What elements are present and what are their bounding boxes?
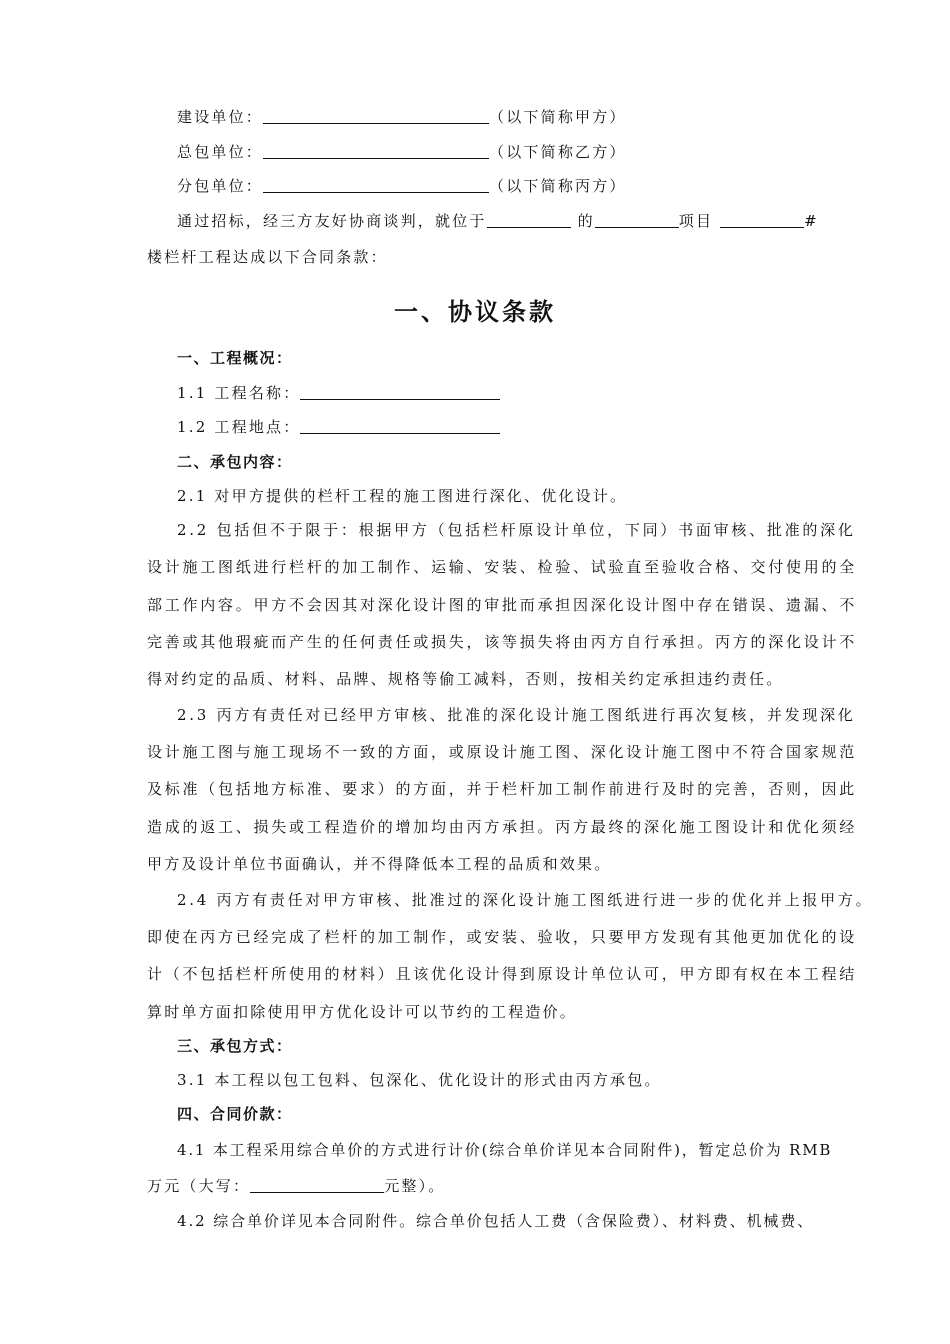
sub-label: 分包单位：	[177, 177, 264, 195]
p24-l1: 2.4 丙方有责任对甲方审核、批准过的深化设计施工图纸进行进一步的优化并上报甲方。	[177, 891, 874, 909]
project-name-blank	[300, 384, 500, 400]
project-site-label: 1.2 工程地点：	[177, 418, 301, 436]
p24-l2: 即使在丙方已经完成了栏杆的加工制作，或安装、验收，只要甲方发现有其他更加优化的设	[147, 928, 858, 946]
s4-heading: 四、合同价款：	[177, 1105, 293, 1123]
s1-heading: 一、工程概况：	[177, 349, 293, 367]
p41-l2	[147, 1176, 822, 1196]
building-blank	[720, 212, 804, 228]
project-site-blank	[300, 418, 500, 434]
p24-l3: 计（不包括栏杆所使用的材料）且该优化设计得到原设计单位认可，甲方即有权在本工程结	[147, 965, 858, 983]
owner-label: 建设单位：	[177, 108, 264, 126]
p23-l2: 设计施工图与施工现场不一致的方面，或原设计施工图、深化设计施工图中不符合国家规范	[147, 743, 858, 761]
p23-l4: 造成的返工、损失或工程造价的增加均由丙方承担。丙方最终的深化施工图设计和优化须经	[147, 818, 858, 836]
intro-line-1	[177, 211, 822, 231]
intro-line-2: 楼栏杆工程达成以下合同条款：	[147, 248, 388, 266]
project-blank	[595, 212, 679, 228]
s2-heading: 二、承包内容：	[177, 453, 293, 471]
p23-l5: 甲方及设计单位书面确认，并不得降低本工程的品质和效果。	[147, 855, 612, 873]
p23-l1: 2.3 丙方有责任对已经甲方审核、批准的深化设计施工图纸进行再次复核，并发现深化	[177, 706, 856, 724]
project-name-label: 1.1 工程名称：	[177, 384, 301, 402]
p41-l2b: 元整）。	[384, 1177, 446, 1195]
p22-l5: 得对约定的品质、材料、品牌、规格等偷工减料，否则，按相关约定承担违约责任。	[147, 670, 784, 688]
intro-part1: 通过招标，经三方友好协商谈判，就位于	[177, 212, 487, 230]
p24-l4: 算时单方面扣除使用甲方优化设计可以节约的工程造价。	[147, 1003, 578, 1021]
project-name-line	[177, 383, 822, 403]
subcontractor-line	[177, 176, 822, 196]
amount-words-blank	[250, 1177, 384, 1193]
sub-suffix: （以下简称丙方）	[489, 177, 627, 195]
p22-l4: 完善或其他瑕疵而产生的任何责任或损失，该等损失将由丙方自行承担。丙方的深化设计不	[147, 633, 858, 651]
p23-l3: 及标准（包括地方标准、要求）的方面，并于栏杆加工制作前进行及时的完善，否则，因此	[147, 780, 858, 798]
p22-l1: 2.2 包括但不于限于：根据甲方（包括栏杆原设计单位，下同）书面审核、批准的深化	[177, 521, 856, 539]
s3-heading: 三、承包方式：	[177, 1037, 293, 1055]
owner-line	[177, 107, 822, 127]
location-blank	[487, 212, 571, 228]
p41-l1: 4.1 本工程采用综合单价的方式进行计价(综合单价详见本合同附件)，暂定总价为 RMB	[177, 1141, 833, 1159]
p41-l2a: 万元（大写：	[147, 1177, 251, 1195]
general-contractor-line	[177, 142, 822, 162]
project-site-line	[177, 417, 822, 437]
p31: 3.1 本工程以包工包料、包深化、优化设计的形式由丙方承包。	[177, 1071, 662, 1089]
owner-blank	[263, 108, 489, 124]
general-blank	[263, 143, 489, 159]
owner-suffix: （以下简称甲方）	[489, 108, 627, 126]
intro-part2: 的	[577, 212, 595, 230]
p22-l2: 设计施工图纸进行栏杆的加工制作、运输、安装、检验、试验直至验收合格、交付使用的全	[147, 558, 858, 576]
p42-l1: 4.2 综合单价详见本合同附件。综合单价包括人工费（含保险费）、材料费、机械费、	[177, 1212, 815, 1230]
p22-l3: 部工作内容。甲方不会因其对深化设计图的审批而承担因深化设计图中存在错误、遗漏、不	[147, 596, 858, 614]
p21: 2.1 对甲方提供的栏杆工程的施工图进行深化、优化设计。	[177, 487, 628, 505]
intro-part3: 项目	[678, 212, 714, 230]
sub-blank	[263, 177, 489, 193]
general-label: 总包单位：	[177, 143, 264, 161]
general-suffix: （以下简称乙方）	[489, 143, 627, 161]
section-title: 一、协议条款	[394, 298, 556, 326]
intro-part4: #	[804, 212, 819, 230]
